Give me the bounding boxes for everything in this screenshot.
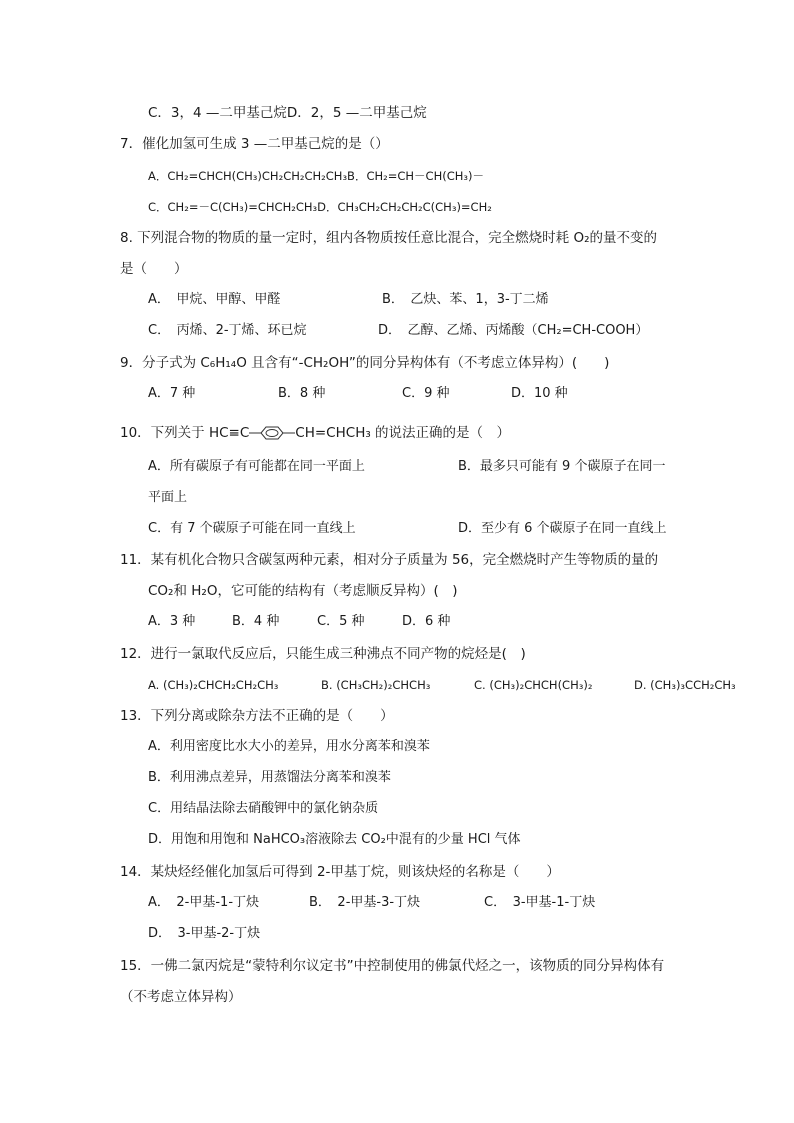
q13-stem: 13．下列分离或除杂方法不正确的是（ ） (120, 708, 394, 724)
q13-option-b: B．利用沸点差异，用蒸馏法分离苯和溴苯 (148, 770, 391, 785)
q11-option-c: C．5 种 (317, 614, 365, 629)
q9-option-c: C．9 种 (402, 386, 450, 401)
q9-option-d: D．10 种 (511, 386, 568, 401)
q8-stem-cont: 是（ ） (120, 261, 188, 277)
q11-stem: 11．某有机化合物只含碳氢两种元素，相对分子质量为 56，完全燃烧时产生等物质的量的 (120, 552, 659, 568)
q13-option-c: C．用结晶法除去硝酸钾中的氯化钠杂质 (148, 801, 379, 816)
q10-stem-prefix: 10．下列关于 HC≡C (120, 425, 250, 441)
q8-option-b: B． 乙炔、苯、1，3-丁二烯 (382, 292, 549, 307)
q10-option-a: A．所有碳原子有可能都在同一平面上 (148, 459, 365, 474)
q10-stem-suffix: CH=CHCH₃ 的说法正确的是（ ） (295, 425, 511, 441)
q10-option-b-cont: 平面上 (148, 490, 188, 505)
q12-option-a: A. (CH₃)₂CHCH₂CH₂CH₃ (148, 678, 279, 692)
q6-options-cd (148, 104, 427, 122)
benzene-ring-icon (249, 426, 295, 440)
q14-stem: 14．某炔烃经催化加氢后可得到 2-甲基丁烷，则该炔烃的名称是（ ） (120, 864, 560, 880)
q15-stem: 15．一佛二氯丙烷是“蒙特利尔议定书”中控制使用的佛氯代烃之一，该物质的同分异构体有 (120, 958, 665, 974)
q9-option-a: A．7 种 (148, 386, 196, 401)
q8-option-d: D． 乙醇、乙烯、丙烯酸（CH₂=CH-COOH） (378, 323, 649, 338)
q8-option-a: A． 甲烷、甲醇、甲醛 (148, 292, 281, 307)
q12-option-c: C. (CH₃)₂CHCH(CH₃)₂ (474, 678, 593, 692)
q7-stem: 7．催化加氢可生成 3 —二甲基己烷的是（） (120, 136, 389, 152)
q12-option-b: B. (CH₃CH₂)₂CHCH₃ (321, 678, 431, 692)
q14-option-c: C． 3-甲基-1-丁炔 (484, 895, 596, 910)
q14-option-b: B． 2-甲基-3-丁炔 (309, 895, 421, 910)
q8-option-c: C． 丙烯、2-丁烯、环已烷 (148, 323, 307, 338)
q12-stem: 12．进行一氯取代反应后，只能生成三种沸点不同产物的烷烃是( ) (120, 646, 526, 662)
q13-option-a: A．利用密度比水大小的差异，用水分离苯和溴苯 (148, 739, 430, 754)
q14-option-a: A． 2-甲基-1-丁炔 (148, 895, 260, 910)
q8-stem: 8. 下列混合物的物质的量一定时，组内各物质按任意比混合，完全燃烧时耗 O₂的量不变的 (120, 230, 657, 246)
q11-option-a: A．3 种 (148, 614, 196, 629)
q12-option-d: D. (CH₃)₃CCH₂CH₃ (634, 678, 736, 692)
q10-option-c: C．有 7 个碳原子可能在同一直线上 (148, 521, 356, 536)
q10-option-b: B．最多只可能有 9 个碳原子在同一 (458, 459, 666, 474)
q9-option-b: B．8 种 (278, 386, 326, 401)
q7-options-ab: A．CH₂=CHCH(CH₃)CH₂CH₂CH₂CH₃B．CH₂=CH－CH(CH₃)－ (148, 169, 484, 183)
q10-stem (120, 424, 510, 442)
q11-option-d: D．6 种 (402, 614, 451, 629)
q15-stem-cont: （不考虑立体异构） (120, 989, 242, 1005)
q7-options-cd: C．CH₂=－C(CH₃)=CHCH₂CH₃D．CH₃CH₂CH₂CH₂C(CH₃)=CH₂ (148, 200, 492, 214)
q6-option-d: D．2，5 —二甲基己烷 (286, 105, 427, 121)
q6-option-c: C．3，4 —二甲基己烷 (148, 105, 287, 121)
q11-stem-cont: CO₂和 H₂O，它可能的结构有（考虑顺反异构）( ) (148, 583, 458, 599)
q11-option-b: B．4 种 (232, 614, 280, 629)
q9-stem: 9．分子式为 C₆H₁₄O 且含有“-CH₂OH”的同分异构体有（不考虑立体异构）( ) (120, 355, 610, 371)
q14-option-d: D． 3-甲基-2-丁炔 (148, 926, 261, 941)
q10-option-d: D．至少有 6 个碳原子在同一直线上 (458, 521, 667, 536)
q13-option-d: D．用饱和用饱和 NaHCO₃溶液除去 CO₂中混有的少量 HCl 气体 (148, 832, 521, 847)
